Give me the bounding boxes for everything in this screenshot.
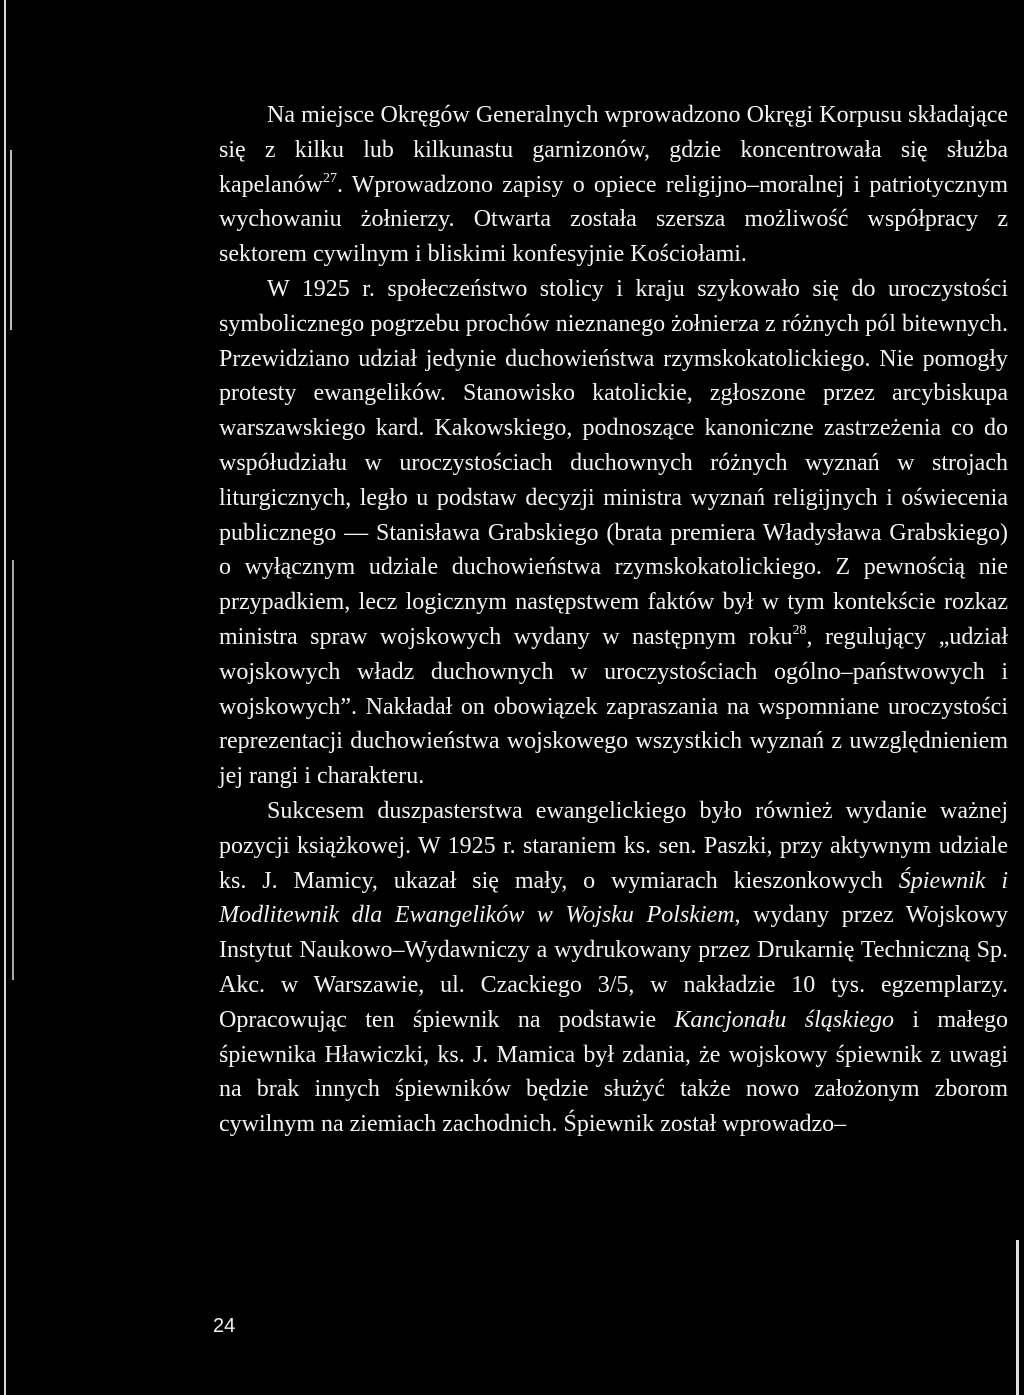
text-run: Na miejsce Okręgów Generalnych wprowadzono Okręgi Korpusu składające się z kilku lub kilkunastu garnizonów, gdzie koncentrowała się służba kapelanów (219, 102, 1008, 198)
scan-edge-line (1016, 1240, 1019, 1395)
paragraph (219, 98, 1008, 272)
footnote-ref: 28 (792, 622, 807, 638)
text-run: i małego śpiewnika Hławiczki, ks. J. Mamica był zdania, że wojskowy śpiewnik z uwagi na brak innych śpiewników będzie służyć także nowo założonym zborom cywilnym na ziemiach zachodnich. Śpiewnik został wprowadzo– (219, 1006, 1008, 1138)
text-run: , regulujący „udział wojskowych władz duchownych w uroczystościach ogólno–państwowych i wojskowych”. Nakładał on obowiązek zapraszania na wspomniane uroczystości reprezentacji duchowieństwa wojskowego wszystkich wyznań z uwzględnieniem jej rangi i charakteru. (219, 623, 1009, 790)
scan-edge-line (10, 150, 12, 330)
page-number: 24 (213, 1315, 236, 1337)
text-run: . Wprowadzono zapisy o opiece religijno–moralnej i patriotycznym wychowaniu żołnierzy. Otwarta została szersza możliwość współpracy z sektorem cywilnym i bliskimi konfesyjnie Kościołami. (219, 171, 1008, 268)
paragraph (219, 794, 1008, 1142)
body-text (219, 98, 1008, 1142)
text-run: Sukcesem duszpasterstwa ewangelickiego było również wydanie ważnej pozycji książkowej. W 1925 r. staraniem ks. sen. Paszki, przy aktywnym udziale ks. J. Mamicy, ukazał się mały, o wymiarach kieszonkowych (219, 797, 1008, 894)
book-title: Kancjonału śląskiego (674, 1006, 895, 1033)
book-title: Śpiewnik i Modlitewnik dla Ewangelików w Wojsku Polskiem (219, 867, 1008, 929)
scan-edge-line (12, 560, 14, 980)
text-run: W 1925 r. społeczeństwo stolicy i kraju szykowało się do uroczystości symbolicznego pogrzebu prochów nieznanego żołnierza z różnych pól bitewnych. Przewidziano udział jedynie duchowieństwa rzymskokatolickiego. Nie pomogły protesty ewangelików. Stanowisko katolickie, zgłoszone przez arcybiskupa warszawskiego kard. Kakowskiego, podnoszące kanoniczne zastrzeżenia co do współudziału w uroczystościach duchownych różnych wyznań w strojach liturgicznych, legło u podstaw decyzji ministra wyznań religijnych i oświecenia publicznego — Stanisława Grabskiego (brata premiera Władysława Grabskiego) o wyłącznym udziale duchowieństwa rzymskokatolickiego. Z pewnością nie przypadkiem, lecz logicznym następstwem faktów był w tym kontekście rozkaz ministra spraw wojskowych wydany w następnym roku (219, 275, 1008, 650)
text-run: , wydany przez Wojskowy Instytut Naukowo–Wydawniczy a wydrukowany przez Drukarnię Techniczną Sp. Akc. w Warszawie, ul. Czackiego 3/5, w nakładzie 10 tys. egzemplarzy. Opracowując ten śpiewnik na podstawie (219, 902, 1009, 1033)
paragraph (219, 272, 1008, 794)
footnote-ref: 27 (322, 170, 337, 186)
scan-edge-line (4, 0, 6, 1395)
